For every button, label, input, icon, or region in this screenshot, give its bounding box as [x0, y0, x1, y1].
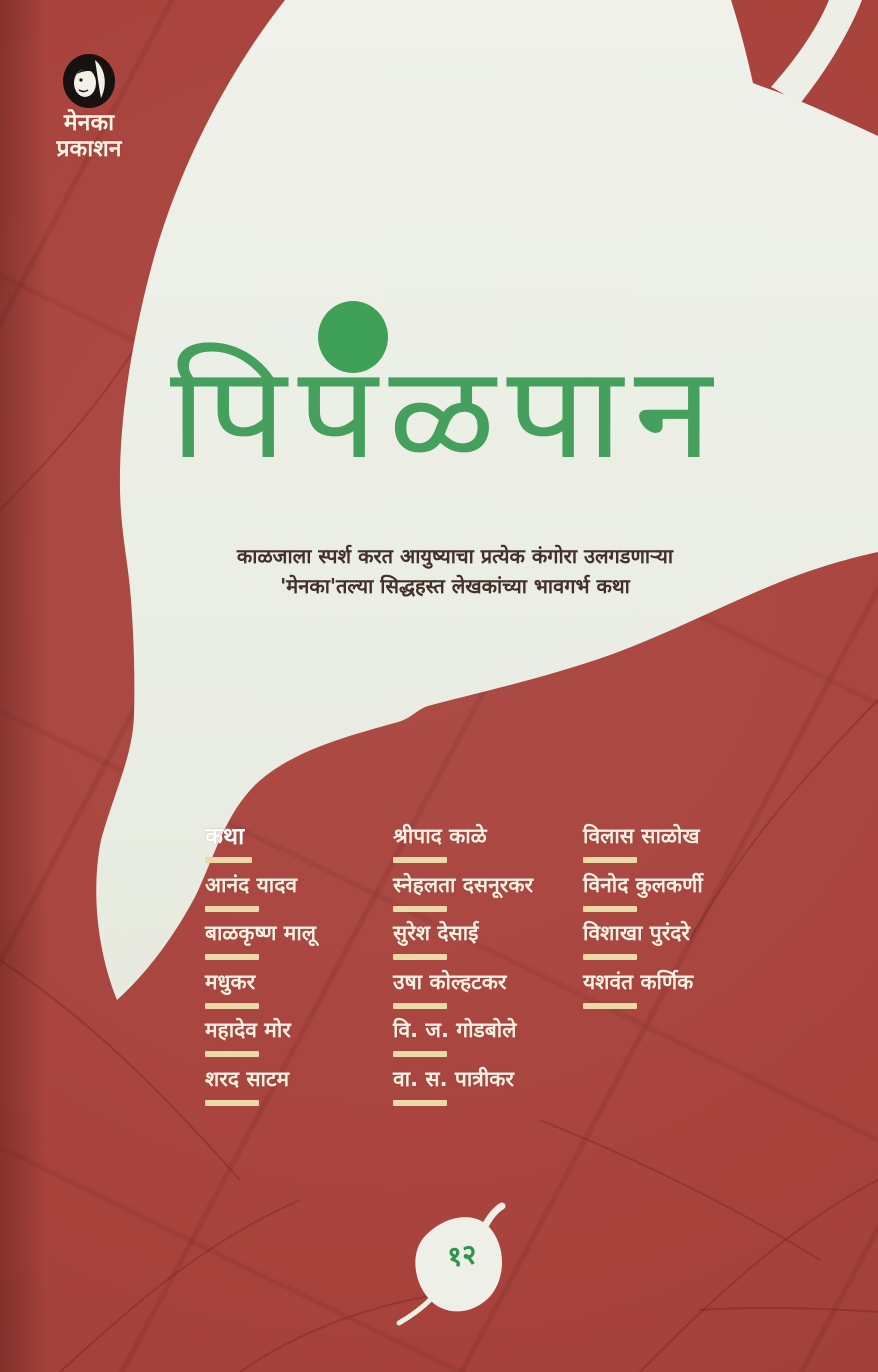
menaka-face-logo	[61, 52, 117, 110]
subtitle	[120, 541, 790, 601]
subtitle-line2: 'मेनका'तल्या सिद्धहस्त लेखकांच्या भावगर्भ कथा	[280, 574, 630, 598]
author-name: उषा कोल्हटकर	[393, 969, 507, 994]
author-name: यशवंत कर्णिक	[583, 969, 694, 994]
publisher-name-line2: प्रकाशन	[56, 136, 122, 162]
author-item	[393, 1067, 593, 1116]
author-name: विलास साळोख	[583, 824, 700, 848]
author-item	[583, 873, 783, 922]
underline-bar	[583, 906, 637, 912]
authors-column-1	[205, 824, 405, 1116]
underline-bar	[393, 1003, 447, 1009]
author-item	[205, 873, 405, 922]
underline-bar	[393, 1100, 447, 1106]
page-leaf-tip	[484, 1206, 502, 1228]
subtitle-line1: काळजाला स्पर्श करत आयुष्याचा प्रत्येक कंगोरा उलगडणाऱ्या	[236, 544, 674, 568]
author-name: शरद साटम	[205, 1066, 290, 1091]
underline-bar	[393, 857, 447, 863]
underline-bar	[583, 954, 637, 960]
authors-column-3	[583, 824, 783, 1018]
author-item	[583, 824, 783, 873]
stories-heading: कथा	[205, 822, 245, 850]
author-name: सुरेश देसाई	[393, 921, 479, 946]
author-name: स्नेहलता दसनूरकर	[393, 872, 534, 897]
underline-bar	[205, 1100, 259, 1106]
author-item	[393, 1018, 593, 1067]
author-item	[583, 970, 783, 1019]
underline-bar	[205, 954, 259, 960]
author-name: श्रीपाद काळे	[393, 824, 487, 848]
stories-heading-item	[205, 824, 405, 873]
author-name: विनोद कुलकर्णी	[583, 872, 703, 897]
leaf-stem	[771, 0, 862, 105]
page-leaf-stalk	[399, 1299, 431, 1323]
underline-bar	[583, 1003, 637, 1009]
volume-number: १२	[445, 1237, 479, 1274]
author-item	[205, 1018, 405, 1067]
author-item	[205, 921, 405, 970]
underline-bar	[205, 1003, 259, 1009]
underline-bar	[393, 1051, 447, 1057]
author-item	[205, 1067, 405, 1116]
underline-bar	[205, 857, 252, 863]
underline-bar	[205, 906, 259, 912]
publisher-name-line1: मेनका	[63, 110, 115, 136]
author-name: आनंद यादव	[205, 872, 298, 897]
author-name: महादेव मोर	[205, 1018, 291, 1043]
author-name: वि. ज. गोडबोले	[393, 1018, 517, 1043]
author-item	[393, 970, 593, 1019]
publisher-block	[34, 52, 144, 162]
authors-column-2	[393, 824, 593, 1116]
author-item	[583, 921, 783, 970]
author-item	[393, 824, 593, 873]
underline-bar	[583, 857, 637, 863]
underline-bar	[393, 906, 447, 912]
book-title: पिपळपान	[170, 339, 724, 488]
author-item	[393, 921, 593, 970]
author-name: विशाखा पुरंदरे	[583, 921, 691, 946]
author-item	[205, 970, 405, 1019]
author-name: बाळकृष्ण मालू	[205, 921, 317, 946]
underline-bar	[205, 1051, 259, 1057]
underline-bar	[393, 954, 447, 960]
author-name: वा. स. पात्रीकर	[393, 1066, 515, 1091]
author-item	[393, 873, 593, 922]
author-name: मधुकर	[205, 969, 256, 994]
